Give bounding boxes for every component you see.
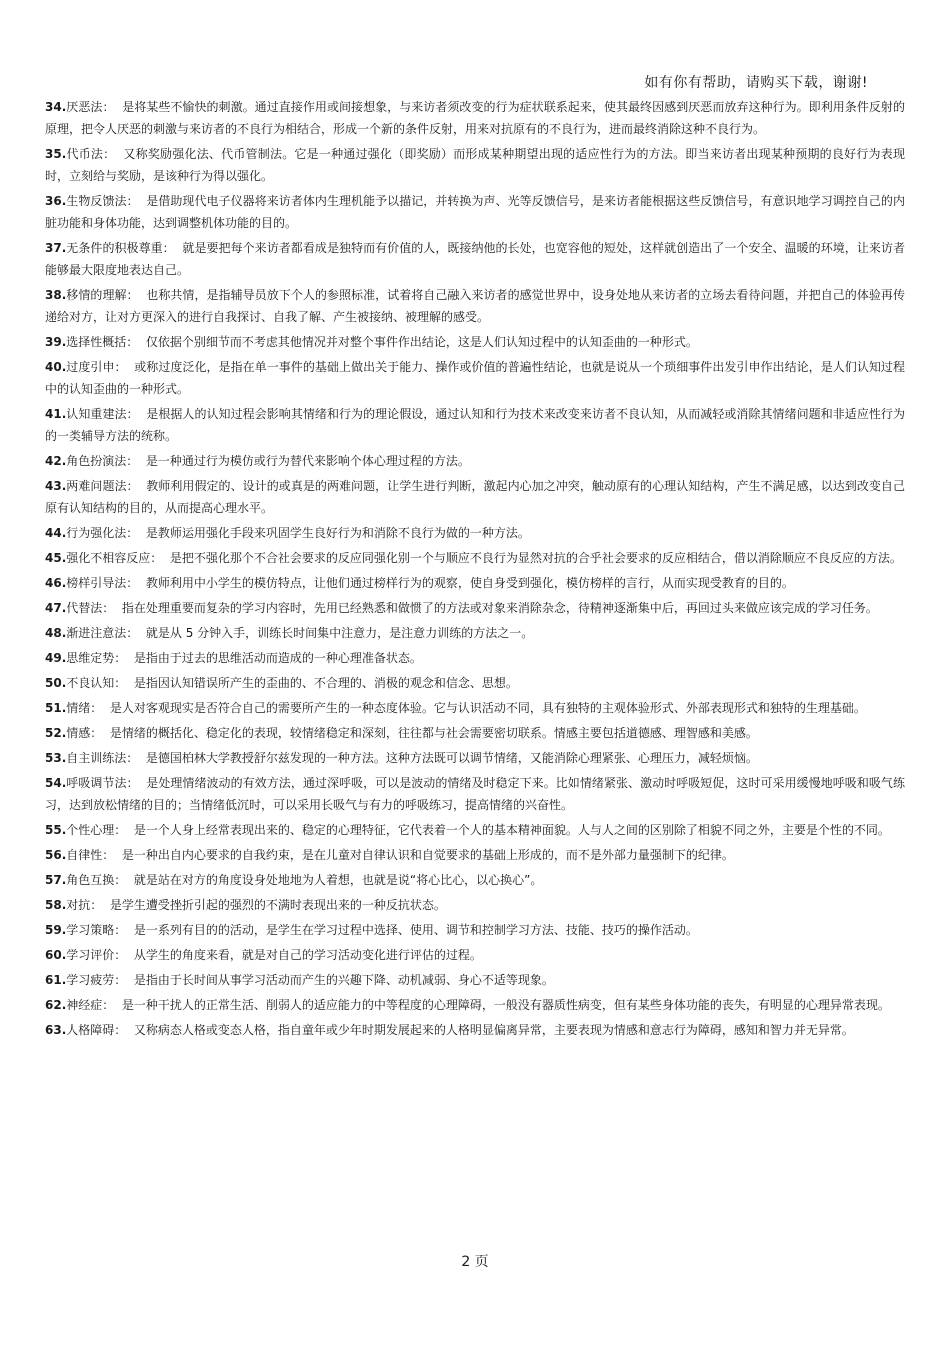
entry-term: 学习评价： [66,948,127,962]
entry-number: 37. [45,241,67,255]
entry-term: 学习疲劳： [66,973,127,987]
entry-term: 强化不相容反应： [66,551,163,565]
entry-number: 52. [45,726,67,740]
entry-definition: 教师利用假定的、设计的或真是的两难问题，让学生进行判断，激起内心加之冲突，触动原有的心理认知结构，产生不满足感，以达到改变自己原有认知结构的目的，从而提高心理水平。 [45,479,905,515]
entry-definition: 是德国柏林大学教授舒尔兹发现的一种方法。这种方法既可以调节情绪，又能消除心理紧张、心理压力，减轻烦恼。 [145,751,758,765]
entry-definition: 就是从 5 分钟入手，训练长时间集中注意力，是注意力训练的方法之一。 [145,626,534,640]
glossary-entry [45,994,905,1016]
glossary-entry [45,919,905,941]
entry-term: 思维定势： [66,651,127,665]
glossary-entry [45,894,905,916]
entry-number: 44. [45,526,67,540]
entry-number: 58. [45,898,67,912]
entry-term: 不良认知： [66,676,127,690]
entry-number: 43. [45,479,67,493]
entry-definition: 是教师运用强化手段来巩固学生良好行为和消除不良行为做的一种方法。 [145,526,530,540]
entry-number: 55. [45,823,67,837]
entry-number: 60. [45,948,67,962]
entry-term: 个性心理： [66,823,127,837]
entry-definition: 又称病态人格或变态人格，指自童年或少年时期发展起来的人格明显偏离异常，主要表现为情感和意志行为障碍，感知和智力并无异常。 [133,1023,854,1037]
entry-number: 40. [45,360,67,374]
glossary-entry [45,722,905,744]
entry-number: 42. [45,454,67,468]
entry-number: 51. [45,701,67,715]
entry-term: 自主训练法： [66,751,139,765]
entry-number: 45. [45,551,67,565]
glossary-entry [45,844,905,866]
entry-term: 行为强化法： [66,526,139,540]
entry-number: 41. [45,407,67,421]
glossary-entry [45,672,905,694]
entry-term: 角色互换： [66,873,127,887]
glossary-entry [45,647,905,669]
glossary-entry [45,547,905,569]
entry-term: 呼吸调节法： [66,776,139,790]
glossary-entry [45,597,905,619]
glossary-entry [45,747,905,769]
entry-number: 53. [45,751,67,765]
entry-number: 39. [45,335,67,349]
entry-term: 过度引申： [66,360,127,374]
entry-definition: 是一种通过行为模仿或行为替代来影响个体心理过程的方法。 [145,454,470,468]
glossary-entry [45,772,905,816]
entry-definition: 教师利用中小学生的模仿特点，让他们通过榜样行为的观察，使自身受到强化，模仿榜样的言行，从而实现受教育的目的。 [145,576,794,590]
entry-number: 50. [45,676,67,690]
entry-definition: 是一系列有目的的活动，是学生在学习过程中选择、使用、调节和控制学习方法、技能、技巧的操作活动。 [133,923,698,937]
entry-definition: 仅依据个别细节而不考虑其他情况并对整个事件作出结论，这是人们认知过程中的认知歪曲的一种形式。 [145,335,698,349]
entry-number: 62. [45,998,67,1012]
glossary-entry [45,450,905,472]
entry-term: 代替法： [66,601,115,615]
glossary-entry [45,1019,905,1041]
entry-number: 47. [45,601,67,615]
entry-term: 榜样引导法： [66,576,139,590]
entry-definition: 是处理情绪波动的有效方法，通过深呼吸，可以是波动的情绪及时稳定下来。比如情绪紧张、激动时呼吸短促，这时可采用缓慢地呼吸和吸气练习，达到放松情绪的目的；当情绪低沉时，可以采用长吸气与有力的呼吸练习，提高情绪的兴奋性。 [45,776,905,812]
glossary-entry [45,143,905,187]
entry-term: 对抗： [66,898,103,912]
entry-term: 厌恶法： [66,100,115,114]
entry-number: 36. [45,194,67,208]
download-note: 如有你有帮助，请购买下载，谢谢! [644,75,868,91]
glossary-entry [45,819,905,841]
entry-definition: 也称共情，是指辅导员放下个人的参照标准，试着将自己融入来访者的感觉世界中，设身处地从来访者的立场去看待问题，并把自己的体验再传递给对方，让对方更深入的进行自我探讨、自我了解、产生被接纳、被理解的感受。 [45,288,905,324]
entry-number: 54. [45,776,67,790]
entry-term: 学习策略： [66,923,127,937]
entry-definition: 是一种出自内心要求的自我约束，是在儿童对自律认识和自觉要求的基础上形成的，而不是外部力量强制下的纪律。 [121,848,734,862]
glossary-entry [45,96,905,140]
entry-term: 情感： [66,726,103,740]
entry-definition: 是一种干扰人的正常生活、削弱人的适应能力的中等程度的心理障碍，一般没有器质性病变，但有某些身体功能的丧失，有明显的心理异常表现。 [121,998,890,1012]
entry-number: 35. [45,147,67,161]
glossary-entry [45,869,905,891]
entry-definition: 从学生的角度来看，就是对自己的学习活动变化进行评估的过程。 [133,948,482,962]
entry-term: 无条件的积极尊重： [66,241,175,255]
entry-number: 57. [45,873,67,887]
glossary-entry [45,697,905,719]
entry-definition: 就是要把每个来访者都看成是独特而有价值的人，既接纳他的长处，也宽容他的短处，这样就创造出了一个安全、温暖的环境，让来访者能够最大限度地表达自己。 [45,241,905,277]
entry-definition: 是指由于长时间从事学习活动而产生的兴趣下降、动机减弱、身心不适等现象。 [133,973,554,987]
glossary-entry [45,572,905,594]
entry-term: 两难问题法： [66,479,139,493]
glossary-entry [45,475,905,519]
entry-definition: 是学生遭受挫折引起的强烈的不满时表现出来的一种反抗状态。 [109,898,446,912]
entry-term: 认知重建法： [66,407,139,421]
entry-term: 选择性概括： [66,335,139,349]
entry-definition: 是将某些不愉快的刺激。通过直接作用或间接想象，与来访者须改变的行为症状联系起来，使其最终因感到厌恶而放弃这种行为。即利用条件反射的原理，把令人厌恶的刺激与来访者的不良行为相结合，形成一个新的条件反射，用来对抗原有的不良行为，进而最终消除这种不良行为。 [45,100,905,136]
entry-number: 48. [45,626,67,640]
entry-term: 渐进注意法： [66,626,139,640]
entry-definition: 是指由于过去的思维活动而造成的一种心理准备状态。 [133,651,422,665]
glossary-entry [45,237,905,281]
entry-term: 角色扮演法： [66,454,139,468]
entry-number: 63. [45,1023,67,1037]
glossary-entry [45,622,905,644]
entry-definition: 就是站在对方的角度设身处地地为人着想，也就是说“将心比心，以心换心”。 [133,873,543,887]
entry-term: 神经症： [66,998,115,1012]
entry-term: 人格障碍： [66,1023,127,1037]
entry-term: 情绪： [66,701,103,715]
entry-definition: 是指因认知错误所产生的歪曲的、不合理的、消极的观念和信念、思想。 [133,676,518,690]
entry-term: 生物反馈法： [66,194,139,208]
glossary-list [45,96,905,1044]
entry-number: 46. [45,576,67,590]
entry-number: 49. [45,651,67,665]
glossary-entry [45,969,905,991]
entry-term: 代币法： [66,147,116,161]
glossary-entry [45,331,905,353]
entry-definition: 指在处理重要而复杂的学习内容时，先用已经熟悉和做惯了的方法或对象来消除杂念，待精神逐渐集中后，再回过头来做应该完成的学习任务。 [121,601,878,615]
entry-term: 移情的理解： [66,288,139,302]
entry-term: 自律性： [66,848,115,862]
entry-number: 34. [45,100,67,114]
entry-definition: 是一个人身上经常表现出来的、稳定的心理特征，它代表着一个人的基本精神面貌。人与人之间的区别除了相貌不同之外，主要是个性的不同。 [133,823,890,837]
entry-definition: 是借助现代电子仪器将来访者体内生理机能予以描记，并转换为声、光等反馈信号，是来访者能根据这些反馈信号，有意识地学习调控自己的内脏功能和身体功能，达到调整机体功能的目的。 [45,194,905,230]
page-number: 2 页 [461,1254,489,1270]
glossary-entry [45,403,905,447]
entry-definition: 是把不强化那个不合社会要求的反应同强化别一个与顺应不良行为显然对抗的合乎社会要求的反应相结合，借以消除顺应不良反应的方法。 [169,551,902,565]
entry-definition: 又称奖励强化法、代币管制法。它是一种通过强化（即奖励）而形成某种期望出现的适应性行为的方法。即当来访者出现某种预期的良好行为表现时，立刻给与奖励，是该种行为得以强化。 [45,147,905,183]
entry-definition: 或称过度泛化，是指在单一事件的基础上做出关于能力、操作或价值的普遍性结论，也就是说从一个琐细事件出发引申作出结论，是人们认知过程中的认知歪曲的一种形式。 [45,360,905,396]
entry-definition: 是人对客观现实是否符合自己的需要所产生的一种态度体验。它与认识活动不同，具有独特的主观体验形式、外部表现形式和独特的生理基础。 [109,701,866,715]
entry-number: 56. [45,848,67,862]
glossary-entry [45,944,905,966]
glossary-entry [45,190,905,234]
entry-number: 38. [45,288,67,302]
glossary-entry [45,522,905,544]
entry-number: 61. [45,973,67,987]
glossary-entry [45,356,905,400]
entry-number: 59. [45,923,67,937]
entry-definition: 是情绪的概括化、稳定化的表现，较情绪稳定和深刻，往往都与社会需要密切联系。情感主要包括道德感、理智感和美感。 [109,726,758,740]
entry-definition: 是根据人的认知过程会影响其情绪和行为的理论假设，通过认知和行为技术来改变来访者不良认知，从而减轻或消除其情绪问题和非适应性行为的一类辅导方法的统称。 [45,407,905,443]
glossary-entry [45,284,905,328]
